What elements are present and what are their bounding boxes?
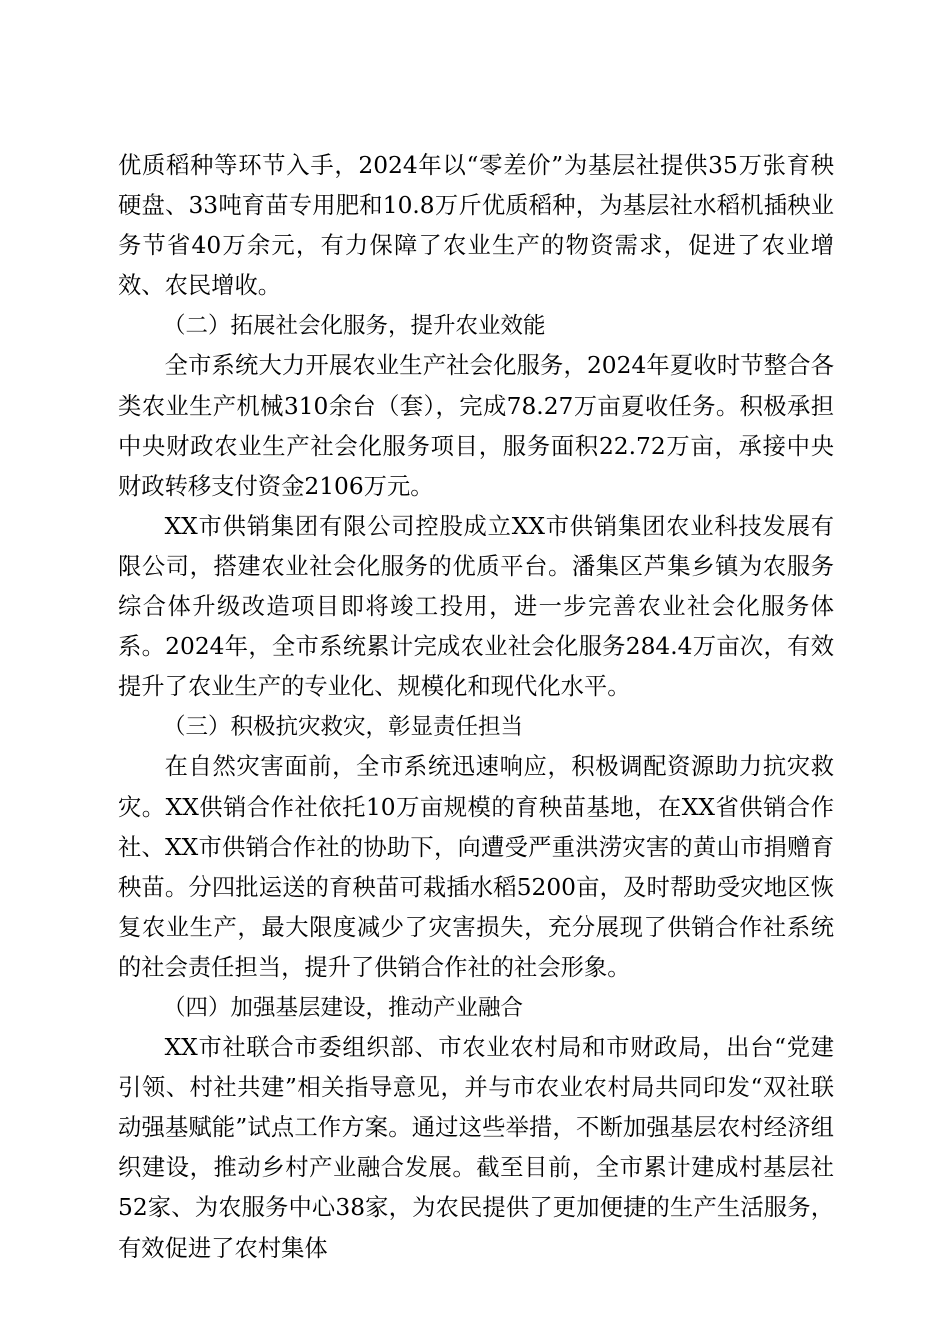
paragraph-grassroots-building: XX市社联合市委组织部、市农业农村局和市财政局，出台“党建引领、村社共建”相关指导意见，并与市农业农村局共同印发“双社联动强基赋能”试点工作方案。通过这些举措，不断加强基层农村经济组织建设，推动乡村产业融合发展。截至目前，全市累计建成村基层社52家、为农服务中心38家，为农民提供了更加便捷的生产生活服务，有效促进了农村集体 xyxy=(118,1034,834,1262)
paragraph-inputs-supply: 优质稻种等环节入手，2024年以“零差价”为基层社提供35万张育秧硬盘、33吨育苗专用肥和10.8万斤优质稻种，为基层社水稻机插秧业务节省40万余元，有力保障了农业生产的物资需求，促进了农业增效、农民增收。 xyxy=(118,152,834,300)
section-heading-3: （三）积极抗灾救灾，彰显责任担当 xyxy=(163,714,524,741)
section-heading-2: （二）拓展社会化服务，提升农业效能 xyxy=(163,313,546,340)
paragraph-disaster-relief: 在自然灾害面前，全市系统迅速响应，积极调配资源助力抗灾救灾。XX供销合作社依托10万亩规模的育秧苗基地，在XX省供销合作社、XX市供销合作社的协助下，向遭受严重洪涝灾害的黄山市捐赠育秧苗。分四批运送的育秧苗可栽插水稻5200亩，及时帮助受灾地区恢复农业生产，最大限度减少了灾害损失，充分展现了供销合作社系统的社会责任担当，提升了供销合作社的社会形象。 xyxy=(118,753,834,981)
paragraph-social-services: 全市系统大力开展农业生产社会化服务，2024年夏收时节整合各类农业生产机械310余台（套），完成78.27万亩夏收任务。积极承担中央财政农业生产社会化服务项目，服务面积22.72万亩，承接中央财政转移支付资金2106万元。 xyxy=(118,352,834,500)
document-page xyxy=(118,146,834,1269)
paragraph-agri-tech-company: XX市供销集团有限公司控股成立XX市供销集团农业科技发展有限公司，搭建农业社会化服务的优质平台。潘集区芦集乡镇为农服务综合体升级改造项目即将竣工投用，进一步完善农业社会化服务体系。2024年，全市系统累计完成农业社会化服务284.4万亩次，有效提升了农业生产的专业化、规模化和现代化水平。 xyxy=(118,512,834,701)
section-heading-4: （四）加强基层建设，推动产业融合 xyxy=(163,994,524,1021)
